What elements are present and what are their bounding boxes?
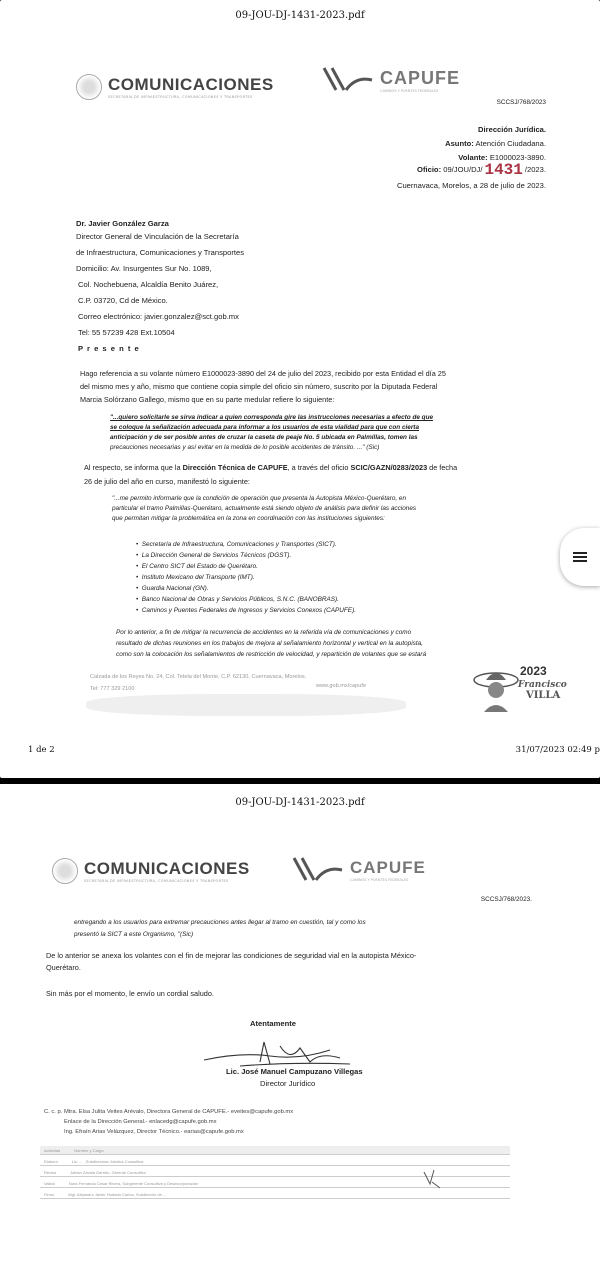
table-row: Revisó Adrián Zavala Garrido, Gerente Consultivo [40,1168,510,1177]
capufe-mark-icon [322,66,376,94]
sct-sub: SECRETARÍA DE INFRAESTRUCTURA, COMUNICACIONES Y TRANSPORTES [108,95,253,99]
sct-logo [52,858,250,884]
footer-web: www.gob.mx/capufe [316,683,367,689]
list-item: • Banco Nacional de Obras y Servicios Públicos, S.N.C. (BANOBRAS). [136,596,339,603]
sct-sub: SECRETARÍA DE INFRAESTRUCTURA, COMUNICACIONES Y TRANSPORTES [84,879,229,883]
paragraph-line: Al respecto, se informa que la Dirección Técnica de CAPUFE, a través del oficio SCIC/GAZN/0283/2023 de fecha [84,463,458,472]
quote-line: presentó la SICT a este Organismo, "(Sic) [74,931,194,938]
list-item: • Secretaría de Infraestructura, Comunicaciones y Transportes (SICT). [136,541,337,548]
capufe-logo [292,856,426,884]
reference-code: SCCSJ/768/2023 [496,99,546,106]
quote-line: Por lo anterior, a fin de mitigar la recurrencia de accidentes en la referida vía de comunicaciones y como [116,629,412,636]
quote-line: entregando a los usuarios para extremar precauciones antes llegar al tramo en cuestión, tal y como los [74,919,366,926]
asunto-line: Asunto: Atención Ciudadana. [445,139,546,148]
atentamente: Atentamente [250,1019,296,1028]
pdf-title: 09-JOU-DJ-1431-2023.pdf [235,797,365,808]
presente: P r e s e n t e [78,344,140,353]
addressee-line: C.P. 03720, Cd de México. [78,296,168,305]
addressee-line: Domicilio: Av. Insurgentes Sur No. 1089, [76,264,212,273]
quote-line: que permitan mitigar la problemática en la zona en coordinación con las instituciones siguientes: [112,515,385,522]
list-item: • Guardia Nacional (GN). [136,585,209,592]
list-item: • Caminos y Puentes Federales de Ingresos y Servicios Conexos (CAPUFE). [136,607,356,614]
capufe-logo [322,66,460,94]
reference-code: SCCSJ/768/2023. [480,896,532,903]
quote-line: "...me permito informarle que la condición de operación que presenta la Autopista México-Querétaro, en [112,495,407,502]
menu-icon [573,550,587,564]
list-item: • La Dirección General de Servicios Técnicos (DGST). [136,552,292,559]
francisco-villa-seal [472,664,567,714]
quote-line: "...quiero solicitarle se sirva indicar a quien corresponda gire las instrucciones necesarias a efecto de que [110,414,434,421]
hamburger-menu-button[interactable] [560,528,600,586]
list-item: • El Centro SICT del Estado de Querétaro. [136,563,258,570]
addressee-line: Director General de Vinculación de la Secretaría [76,232,239,241]
quote-line: como son la colocación los señalamientos de restricción de velocidad, y repartición de volantes que se estará [116,651,427,658]
table-row: Actividad Nombre y Cargo [40,1146,510,1155]
paragraph-line: 26 de julio del año en curso, manifestó lo siguiente: [84,477,250,486]
sct-logo [76,74,274,100]
ccp-line: Enlace de la Dirección General.- enlacedg@capufe.gob.mx [64,1119,217,1125]
addressee-line: Correo electrónico: javier.gonzalez@sct.gob.mx [78,312,239,321]
capufe-sub: CAMINOS Y PUENTES FEDERALES [350,878,409,882]
capufe-name: CAPUFE [350,858,426,877]
print-timestamp: 31/07/2023 02:49 p [515,745,600,755]
paragraph-line: Querétaro. [46,963,81,972]
signer-title: Director Jurídico [260,1079,316,1088]
capufe-mark-icon [292,856,346,884]
direccion: Dirección Jurídica. [478,125,546,134]
paragraph-line: Marcia Solórzano Gallego, mismo que en su parte medular refiere lo siguiente: [80,395,335,404]
table-row: Validó Nora Fernanda Cesar Rivera, Subgerente Consultiva y Desincorporación [40,1179,510,1188]
addressee-line: Dr. Javier González Garza [76,219,169,228]
seal-name-1: Francisco [518,680,567,690]
paragraph-line: del mismo mes y año, mismo que contiene copia simple del oficio sin número, suscrito por la Diputada Federal [80,382,438,391]
seal-name-2: VILLA [526,690,561,701]
addressee-line: Col. Nochebuena, Alcaldía Benito Juárez, [78,280,219,289]
scan-smudge [86,694,406,716]
initials-mark [420,1166,444,1192]
ccp-line: Ing. Efraín Arias Velázquez, Director Técnico.- earias@capufe.gob.mx [64,1129,244,1135]
sct-name: COMUNICACIONES [108,75,274,94]
addressee-line: de Infraestructura, Comunicaciones y Transportes [76,248,244,257]
quote-line: se coloque la señalización adecuada para informar a los usuarios de esta vialidad para que con cierta [110,424,419,431]
volante-line: Volante: E1000023-3890. [458,153,546,162]
paragraph-line: Hago referencia a su volante número E1000023-3890 del 24 de julio del 2023, recibido por esta Entidad el día 25 [80,369,446,378]
capufe-sub: CAMINOS Y PUENTES FEDERALES [380,88,439,93]
list-item: • Instituto Mexicano del Transporte (IMT). [136,574,255,581]
quote-line: precauciones necesarias y así evitar en la medida de lo posible accidentes de tránsito. ..." (Sic) [110,444,380,451]
pdf-title: 09-JOU-DJ-1431-2023.pdf [235,10,365,21]
ccp-line: C. c. p. Mtra. Elsa Julita Veites Arévalo, Directora General de CAPUFE.- eveites@capufe.gob.mx [44,1109,294,1115]
pdf-page-2 [0,784,600,1280]
footer-address: Calzada de los Reyes No. 24, Col. Tetela del Monte, C.P. 62130, Cuernavaca, Morelos. [90,674,307,680]
table-row: Elaboró Lic. ... , Subdirectora Jurídica Consultiva [40,1157,510,1166]
addressee-line: Tel: 55 57239 428 Ext.10504 [78,328,175,337]
quote-line: anticipación y de ser posible antes de cruzar la caseta de peaje No. 5 ubicada en Palmillas, tomen las [110,434,418,441]
quote-line: particular el tramo Palmillas-Querétaro, actualmente está siendo objeto de análisis para definir las acciones [112,505,417,512]
sct-name: COMUNICACIONES [84,859,250,878]
capufe-name: CAPUFE [380,67,461,88]
paragraph-line: De lo anterior se anexa los volantes con el fin de mejorar las condiciones de seguridad vial en la autopista México- [46,951,417,960]
footer-tel: Tel: 777 329 2100 [90,686,135,692]
signer-name: Lic. José Manuel Campuzano Villegas [226,1067,363,1076]
oficio-number: 1431 [484,161,523,179]
page-number: 1 de 2 [28,745,55,755]
closing: Sin más por el momento, le envío un cordial saludo. [46,989,214,998]
seal-year: 2023 [520,664,547,678]
eagle-emblem-icon [52,858,78,884]
eagle-emblem-icon [76,74,102,100]
fecha: Cuernavaca, Morelos, a 28 de julio de 2023. [396,181,546,190]
oficio-line: Oficio: 09/JOU/DJ/ 1431 /2023. [417,161,546,179]
table-row: Firmó Mgt. Alejandro Javier Hurtado Carlos, Subdirector de ... [40,1190,510,1199]
quote-line: resultado de dichas reuniones en los trabajos de mejora al señalamiento horizontal y vertical en la autopista, [116,640,423,647]
